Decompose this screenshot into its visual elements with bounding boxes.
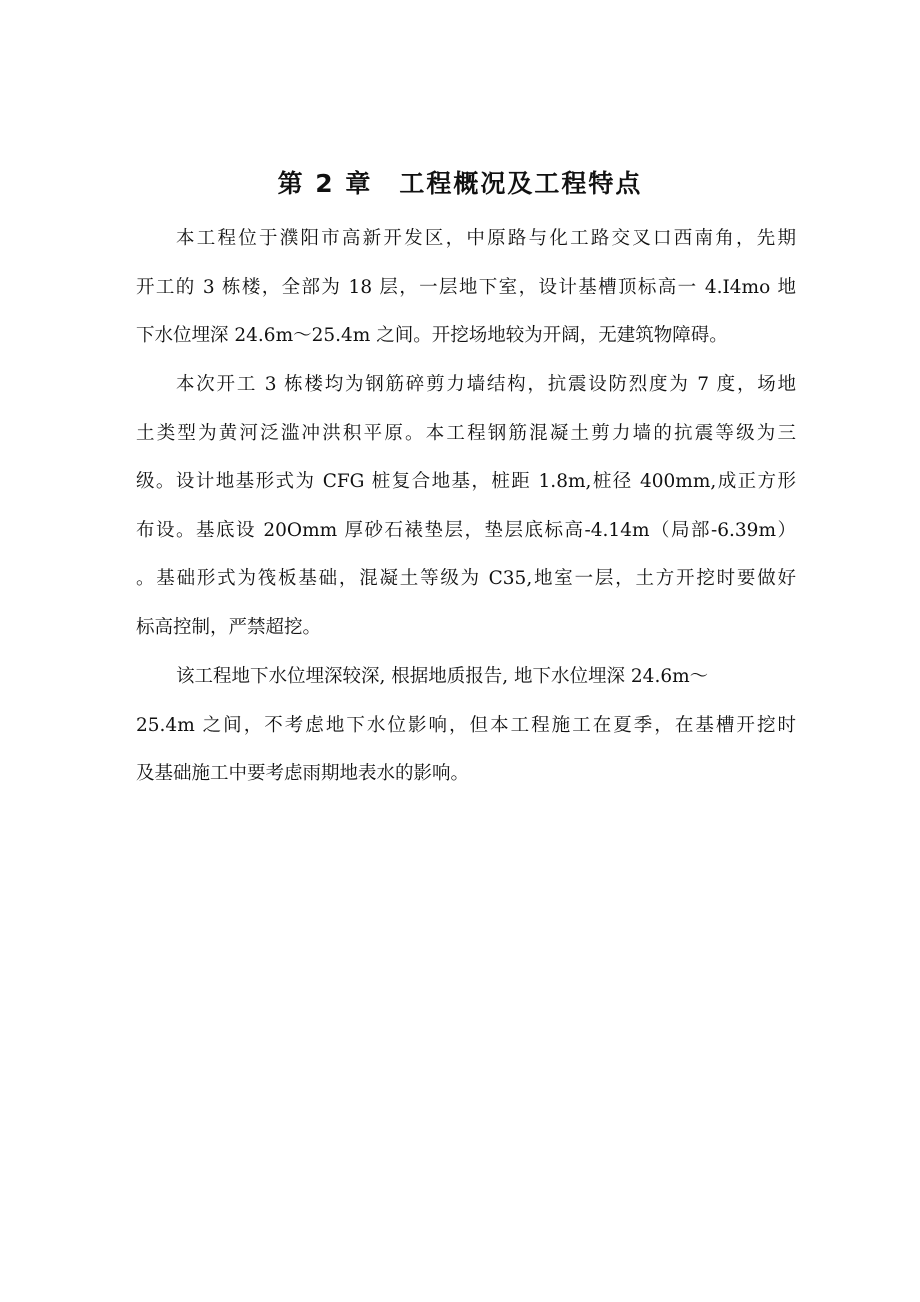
paragraph-2-line-6: 标高控制，严禁超挖。 bbox=[136, 616, 322, 638]
paragraph-1 bbox=[136, 215, 796, 361]
paragraph-1-line-1: 本工程位于濮阳市高新开发区，中原路与化工路交叉口西南角，先期 bbox=[176, 228, 796, 249]
paragraph-3 bbox=[136, 653, 796, 799]
paragraph-3-line-2: 25.4m 之间，不考虑地下水位影响，但本工程施工在夏季，在基槽开挖时 bbox=[136, 714, 796, 736]
paragraph-1-line-3: 下水位埋深 24.6m～25.4m 之间。开挖场地较为开阔，无建筑物障碍。 bbox=[136, 325, 728, 346]
chapter-title: 第 2 章 工程概况及工程特点 bbox=[277, 168, 643, 198]
paragraph-1-line-2: 开工的 3 栋楼，全部为 18 层，一层地下室，设计基槽顶标高一 4.I4mo 地 bbox=[136, 276, 796, 298]
paragraph-2-line-1: 本次开工 3 栋楼均为钢筋碎剪力墙结构，抗震设防烈度为 7 度，场地 bbox=[176, 374, 796, 395]
paragraph-2 bbox=[136, 361, 796, 652]
paragraph-3-line-1: 该工程地下水位埋深较深, 根据地质报告, 地下水位埋深 24.6m～ bbox=[176, 666, 709, 687]
paragraph-2-line-4: 布设。基底设 20Omm 厚砂石裱垫层，垫层底标高-4.14m（局部-6.39m） bbox=[136, 519, 796, 541]
paragraph-2-line-5: 。基础形式为筏板基础，混凝土等级为 C35,地室一层，土方开挖时要做好 bbox=[136, 568, 796, 589]
paragraph-3-line-3: 及基础施工中要考虑雨期地表水的影响。 bbox=[136, 763, 470, 784]
paragraph-2-line-3: 级。设计地基形式为 CFG 桩复合地基，桩距 1.8m,桩径 400mm,成正方形 bbox=[136, 471, 796, 492]
paragraph-2-line-2: 土类型为黄河泛滥冲洪积平原。本工程钢筋混凝土剪力墙的抗震等级为三 bbox=[136, 422, 796, 444]
